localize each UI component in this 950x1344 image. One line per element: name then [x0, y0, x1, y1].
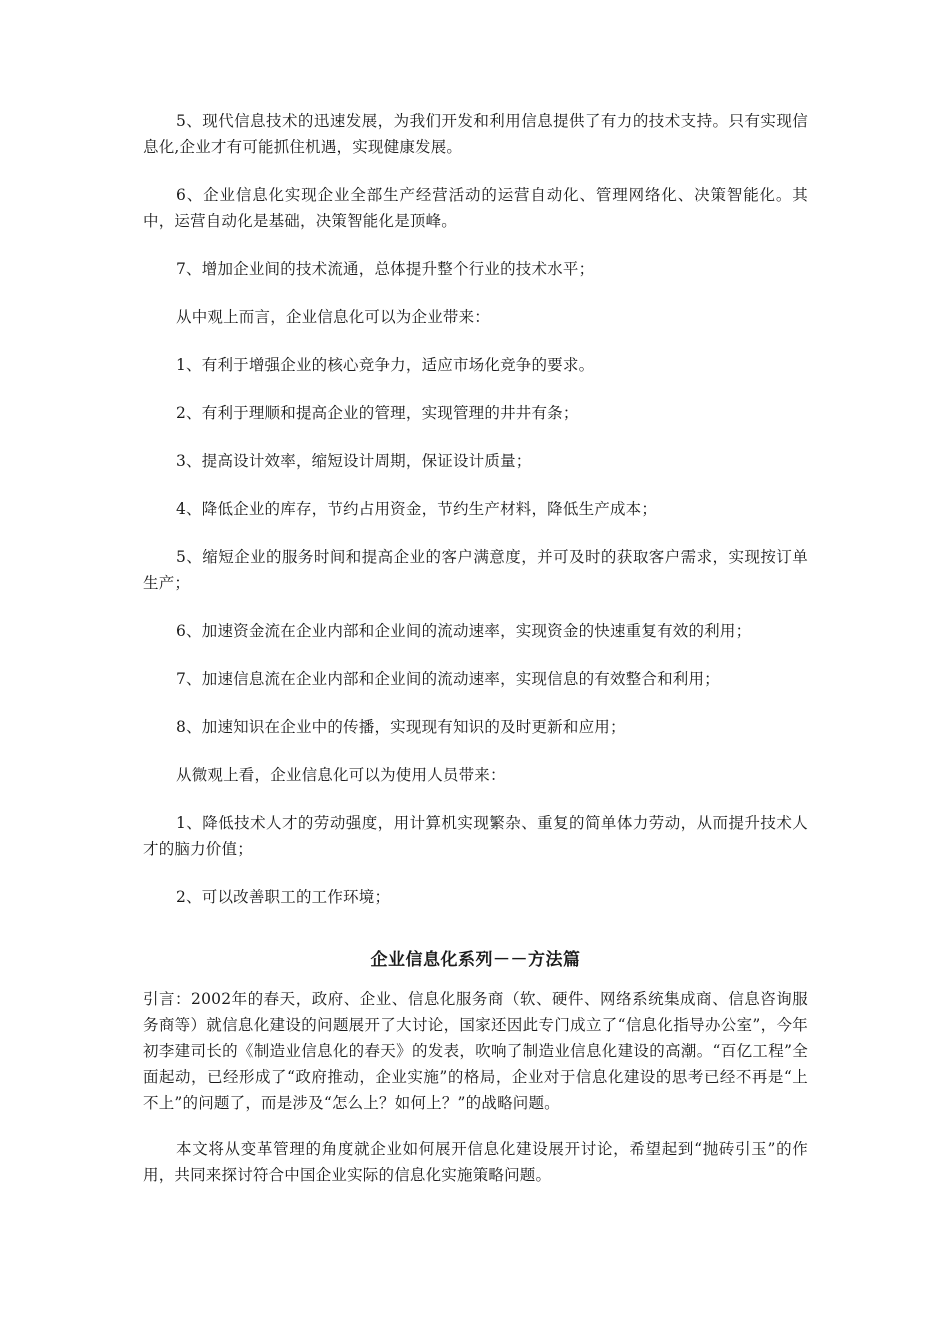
meso-intro: 从中观上而言，企业信息化可以为企业带来：: [176, 308, 491, 326]
document-page: [143, 108, 808, 1188]
meso-item-5: 5、缩短企业的服务时间和提高企业的客户满意度，并可及时的获取客户需求，实现按订单生产；: [143, 548, 808, 592]
meso-item-2: 2、有利于理顺和提高企业的管理，实现管理的井井有条；: [176, 404, 579, 422]
preface-paragraph: 引言：2002年的春天，政府、企业、信息化服务商（软、硬件、网络系统集成商、信息咨询服务商等）就信息化建设的问题展开了大讨论，国家还因此专门成立了“信息化指导办公室”，今年初李建司长的《制造业信息化的春天》的发表，吹响了制造业信息化建设的高潮。“百亿工程”全面起动，已经形成了“政府推动，企业实施”的格局，企业对于信息化建设的思考已经不再是“上不上”的问题了，而是涉及“怎么上？如何上？”的战略问题。: [143, 990, 808, 1112]
micro-item-2: 2、可以改善职工的工作环境；: [176, 888, 391, 906]
meso-item-7: 7、加速信息流在企业内部和企业间的流动速率，实现信息的有效整合和利用；: [176, 670, 720, 688]
paragraph-benefit-5: 5、现代信息技术的迅速发展，为我们开发和利用信息提供了有力的技术支持。只有实现信息化,企业才有可能抓住机遇，实现健康发展。: [143, 112, 808, 156]
micro-intro: 从微观上看，企业信息化可以为使用人员带来：: [176, 766, 506, 784]
micro-item-1: 1、降低技术人才的劳动强度，用计算机实现繁杂、重复的简单体力劳动，从而提升技术人才的脑力价值；: [143, 814, 808, 858]
closing-paragraph: 本文将从变革管理的角度就企业如何展开信息化建设展开讨论，希望起到“抛砖引玉”的作用，共同来探讨符合中国企业实际的信息化实施策略问题。: [143, 1140, 808, 1184]
meso-item-1: 1、有利于增强企业的核心竞争力，适应市场化竞争的要求。: [176, 356, 595, 374]
section-title: 企业信息化系列－－方法篇: [370, 950, 581, 970]
meso-item-4: 4、降低企业的库存，节约占用资金，节约生产材料，降低生产成本；: [176, 500, 658, 518]
paragraph-benefit-6: 6、企业信息化实现企业全部生产经营活动的运营自动化、管理网络化、决策智能化。其中，运营自动化是基础，决策智能化是顶峰。: [143, 186, 808, 230]
meso-item-6: 6、加速资金流在企业内部和企业间的流动速率，实现资金的快速重复有效的利用；: [176, 622, 752, 640]
paragraph-benefit-7: 7、增加企业间的技术流通，总体提升整个行业的技术水平；: [176, 260, 595, 278]
meso-item-8: 8、加速知识在企业中的传播，实现现有知识的及时更新和应用；: [176, 718, 626, 736]
meso-item-3: 3、提高设计效率，缩短设计周期，保证设计质量；: [176, 452, 532, 470]
